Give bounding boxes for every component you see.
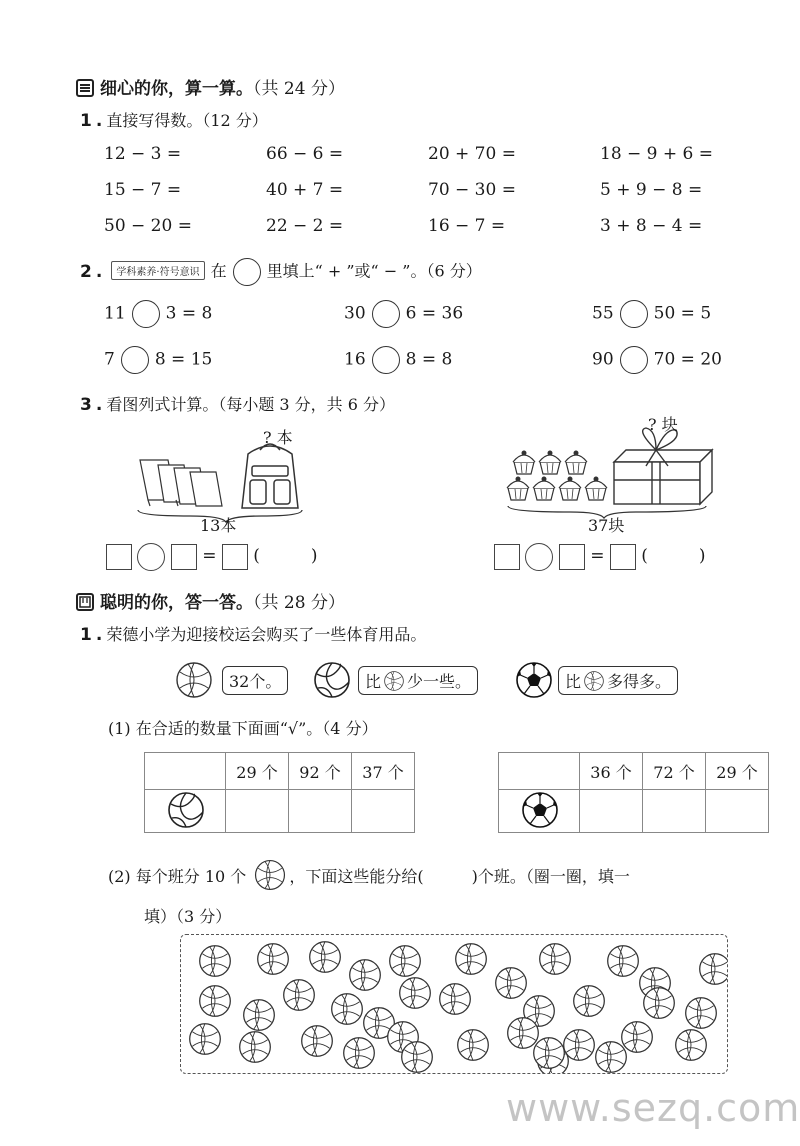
section-4-heading (76, 588, 345, 613)
answer-circle-sample (233, 258, 261, 286)
watermark: www.sezq.com (506, 1086, 800, 1130)
basketball-icon[interactable] (258, 944, 289, 975)
basketball-icon[interactable] (596, 1042, 627, 1073)
p1-text: 荣德小学为迎接校运会购买了一些体育用品。 (106, 625, 427, 644)
basketball-icon[interactable] (190, 1024, 221, 1055)
q3-right-answer-row (494, 541, 706, 571)
q1-equation: 66 − 6 = (266, 144, 344, 164)
q3-title: 3 . 看图列式计算。（每小题 3 分，共 6 分） (80, 395, 396, 415)
q2-right-side: 70 = 20 (653, 349, 722, 370)
volleyball-count-table (144, 752, 415, 833)
table-ball-cell (499, 790, 580, 833)
basketball-bubble (222, 666, 288, 695)
section-3-title: 细心的你，算一算。 (100, 79, 253, 99)
basketball-icon[interactable] (686, 998, 717, 1029)
soccer-text-a: 比 (565, 672, 582, 691)
q2-text-b: 里填上“ + ”或“ − ”。（6 分） (266, 261, 482, 281)
check-cell[interactable] (352, 790, 415, 833)
q2-right-side: 50 = 5 (653, 303, 712, 324)
sub2-text-b: ，下面这些能分给( )个班。（圈一圈，填一 (289, 867, 630, 886)
section-3-points: （共 24 分） (253, 79, 345, 99)
table-corner (499, 753, 580, 790)
unit-paren[interactable]: ( ) (253, 546, 318, 566)
basketball-icon (253, 858, 287, 892)
cupcake-group-icon (507, 451, 607, 501)
table-corner (145, 753, 226, 790)
basketball-icon[interactable] (402, 1042, 433, 1073)
equals-sign: = (202, 546, 217, 566)
volleyball-text-b: 少一些。 (407, 672, 472, 691)
q1-title: 1 . 直接写得数。（12 分） (80, 111, 268, 131)
soccer-ball-icon (520, 790, 558, 828)
section-3-icon (76, 79, 94, 97)
operator-circle[interactable] (121, 346, 149, 374)
q2-right-side: 3 = 8 (165, 303, 213, 324)
check-cell[interactable] (226, 790, 289, 833)
q1-equation: 16 − 7 = (428, 216, 506, 236)
basketball-icon (583, 670, 605, 692)
table-ball-cell (145, 790, 226, 833)
q1-equation: 70 − 30 = (428, 180, 516, 200)
q2-number: 2 (80, 261, 92, 282)
basketball-icon[interactable] (456, 944, 487, 975)
operator-circle[interactable] (372, 300, 400, 328)
basketball-icon[interactable] (400, 978, 431, 1009)
soccer-text-b: 多得多。 (607, 672, 672, 691)
p1-sub2-cont: 填）（3 分） (144, 907, 232, 926)
volleyball-text-a: 比 (365, 672, 382, 691)
basketball-icon[interactable] (644, 988, 675, 1019)
cupcake-icon (585, 477, 607, 501)
q2-equation (592, 346, 722, 374)
answer-box[interactable] (610, 544, 636, 570)
q2-equation (592, 300, 711, 328)
q2-title: 2 . 学科素养·符号意识 在 里填上“ + ”或“ − ”。（6 分） (80, 258, 482, 286)
option-cell: 29 个 (226, 753, 289, 790)
option-cell: 36 个 (580, 753, 643, 790)
section-4-title: 聪明的你，答一答。 (100, 593, 253, 613)
q1-equation: 3 + 8 − 4 = (600, 216, 703, 236)
skill-tag: 学科素养·符号意识 (111, 261, 204, 280)
answer-box[interactable] (222, 544, 248, 570)
answer-box[interactable] (106, 544, 132, 570)
p1-number: 1 (80, 625, 92, 645)
q2-equation (344, 346, 452, 374)
q2-right-side: 8 = 8 (405, 349, 453, 370)
basketball-icon[interactable] (200, 986, 231, 1017)
basketball-icon (383, 670, 405, 692)
operator-circle[interactable] (620, 346, 648, 374)
backpack-icon (242, 444, 298, 508)
q3-left-answer-row (106, 541, 318, 571)
basketball-icon[interactable] (302, 1026, 333, 1057)
cupcake-icon (559, 477, 581, 501)
basketball-group (181, 935, 727, 1073)
section-4-icon (76, 593, 94, 611)
cupcake-icon (533, 477, 555, 501)
q2-left-operand: 7 (104, 349, 115, 370)
basketball-icon[interactable] (344, 1038, 375, 1069)
option-cell: 37 个 (352, 753, 415, 790)
basketball-icon[interactable] (574, 986, 605, 1017)
gift-box-icon (614, 428, 712, 504)
q1-equation: 12 − 3 = (104, 144, 182, 164)
basketball-icon (174, 660, 214, 700)
q2-text-a: 在 (210, 261, 227, 281)
basketball-area[interactable] (180, 934, 728, 1074)
sub2-text-a: (2) 每个班分 10 个 (108, 867, 247, 886)
q2-equation (104, 300, 212, 328)
operator-circle[interactable] (620, 300, 648, 328)
basketball-icon[interactable] (244, 1000, 275, 1031)
answer-box[interactable] (171, 544, 197, 570)
check-cell[interactable] (643, 790, 706, 833)
unit-paren[interactable]: ( ) (641, 546, 706, 566)
basketball-count-text: 32个。 (222, 666, 288, 695)
soccer-bubble (558, 666, 678, 695)
q3-text: 看图列式计算。（每小题 3 分，共 6 分） (106, 395, 396, 414)
basketball-icon[interactable] (240, 1032, 271, 1063)
section-4-points: （共 28 分） (253, 593, 345, 613)
basketball-icon[interactable] (564, 1030, 595, 1061)
p1-sub2 (108, 858, 630, 892)
volleyball-bubble (358, 666, 478, 695)
basketball-icon[interactable] (700, 954, 727, 985)
basketball-icon[interactable] (496, 968, 527, 999)
book-stack-icon (140, 460, 222, 506)
cupcakes-gift-picture (500, 410, 720, 530)
q1-text: 直接写得数。（12 分） (106, 111, 268, 130)
basketball-icon[interactable] (676, 1030, 707, 1061)
q2-equation (104, 346, 212, 374)
option-cell: 92 个 (289, 753, 352, 790)
section-3-heading (76, 74, 345, 99)
option-cell: 29 个 (706, 753, 769, 790)
answer-box[interactable] (494, 544, 520, 570)
q3-left-question: ? 本 (263, 428, 293, 447)
equals-sign: = (590, 546, 605, 566)
q1-equation: 50 − 20 = (104, 216, 192, 236)
q3-right-total: 37块 (588, 516, 625, 535)
basketball-icon[interactable] (350, 960, 381, 991)
q1-number: 1 (80, 111, 92, 131)
cupcake-icon (565, 451, 587, 475)
q3-number: 3 (80, 395, 92, 415)
soccer-count-table (498, 752, 769, 833)
basketball-icon[interactable] (310, 942, 341, 973)
operator-circle[interactable] (132, 300, 160, 328)
answer-box[interactable] (559, 544, 585, 570)
basketball-icon[interactable] (622, 1022, 653, 1053)
q2-equation (344, 300, 463, 328)
operator-circle[interactable] (525, 543, 553, 571)
basketball-icon[interactable] (508, 1018, 539, 1049)
volleyball-icon (166, 790, 204, 828)
basketball-icon[interactable] (284, 980, 315, 1011)
q1-equation: 20 + 70 = (428, 144, 516, 164)
option-cell: 72 个 (643, 753, 706, 790)
cupcake-icon (539, 451, 561, 475)
q3-right-question: ? 块 (648, 415, 678, 434)
q1-equation: 22 − 2 = (266, 216, 344, 236)
check-cell[interactable] (580, 790, 643, 833)
p1-sub1: (1) 在合适的数量下面画“√”。（4 分） (108, 719, 378, 738)
basketball-icon[interactable] (440, 984, 471, 1015)
cupcake-icon (507, 477, 529, 501)
p1-title: 1 . 荣德小学为迎接校运会购买了一些体育用品。 (80, 625, 427, 645)
basketball-icon[interactable] (200, 946, 231, 977)
q2-left-operand: 11 (104, 303, 126, 324)
q1-equation: 15 − 7 = (104, 180, 182, 200)
q1-equation: 5 + 9 − 8 = (600, 180, 703, 200)
operator-circle[interactable] (372, 346, 400, 374)
volleyball-icon (312, 660, 352, 700)
q2-left-operand: 16 (344, 349, 366, 370)
basketball-icon[interactable] (332, 994, 363, 1025)
q1-equation: 40 + 7 = (266, 180, 344, 200)
check-cell[interactable] (706, 790, 769, 833)
q2-right-side: 8 = 15 (154, 349, 213, 370)
check-cell[interactable] (289, 790, 352, 833)
q2-left-operand: 90 (592, 349, 614, 370)
q2-left-operand: 55 (592, 303, 614, 324)
basketball-icon[interactable] (608, 946, 639, 977)
soccer-ball-icon (514, 660, 554, 700)
q2-right-side: 6 = 36 (405, 303, 464, 324)
q3-left-total: 13本 (200, 516, 237, 535)
operator-circle[interactable] (137, 543, 165, 571)
cupcake-icon (513, 451, 535, 475)
q1-equation: 18 − 9 + 6 = (600, 144, 714, 164)
q2-left-operand: 30 (344, 303, 366, 324)
basketball-icon[interactable] (458, 1030, 489, 1061)
basketball-icon[interactable] (534, 1038, 565, 1069)
basketball-icon[interactable] (390, 946, 421, 977)
basketball-icon[interactable] (540, 944, 571, 975)
